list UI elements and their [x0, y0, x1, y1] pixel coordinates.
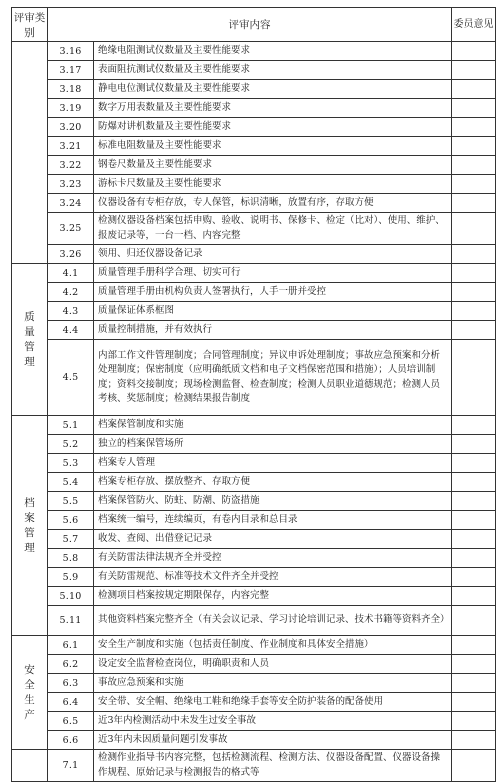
- review-sheet: [11, 7, 495, 782]
- item-number: 3.23: [48, 175, 94, 194]
- item-number: 5.1: [48, 416, 94, 435]
- item-number: 4.3: [48, 302, 94, 321]
- opinion-cell[interactable]: [452, 655, 496, 674]
- opinion-cell[interactable]: [452, 674, 496, 693]
- item-content: 近3年内未因质量问题引发事故: [94, 731, 452, 750]
- item-number: 5.4: [48, 473, 94, 492]
- item-content: 游标卡尺数量及主要性能要求: [94, 175, 452, 194]
- item-content: 其他资料档案完整齐全（有关会议记录、学习讨论培训记录、技术书籍等资料齐全）: [94, 606, 452, 636]
- table-row: [12, 712, 496, 731]
- table-row: [12, 549, 496, 568]
- header-content: 评审内容: [48, 8, 452, 42]
- item-content: 安全带、安全帽、绝缘电工鞋和绝缘手套等安全防护装备的配备使用: [94, 693, 452, 712]
- item-number: 6.4: [48, 693, 94, 712]
- opinion-cell[interactable]: [452, 435, 496, 454]
- item-content: 防爆对讲机数量及主要性能要求: [94, 118, 452, 137]
- item-number: 5.11: [48, 606, 94, 636]
- item-content: 质量控制措施，并有效执行: [94, 321, 452, 340]
- table-row: [12, 42, 496, 61]
- item-content: 内部工作文件管理制度；合同管理制度；异议申诉处理制度；事故应急预案和分析处理制度；保密制度（应明确纸质文档和电子文档保密范围和措施）；人员培训制度；资料交接制度；现场检测监督、检查制度；检测人员职业道德规范；检测人员考核、奖惩制度；检测结果报告制度: [94, 340, 452, 416]
- table-row: [12, 80, 496, 99]
- item-number: 6.3: [48, 674, 94, 693]
- opinion-cell[interactable]: [452, 175, 496, 194]
- opinion-cell[interactable]: [452, 194, 496, 213]
- opinion-cell[interactable]: [452, 693, 496, 712]
- table-row: [12, 302, 496, 321]
- item-content: 收发、查阅、出借登记记录: [94, 530, 452, 549]
- review-table: [11, 7, 496, 782]
- table-row: [12, 568, 496, 587]
- item-content: 领用、归还仪器设备记录: [94, 245, 452, 264]
- item-number: 4.2: [48, 283, 94, 302]
- table-row: [12, 194, 496, 213]
- table-row: [12, 750, 496, 782]
- table-row: [12, 99, 496, 118]
- table-row: [12, 731, 496, 750]
- item-number: 3.18: [48, 80, 94, 99]
- table-row: [12, 156, 496, 175]
- item-content: 检测项目档案按规定期限保存，内容完整: [94, 587, 452, 606]
- category-cell: [12, 416, 48, 636]
- item-number: 5.8: [48, 549, 94, 568]
- item-number: 7.1: [48, 750, 94, 782]
- opinion-cell[interactable]: [452, 283, 496, 302]
- item-number: 5.6: [48, 511, 94, 530]
- item-number: 3.26: [48, 245, 94, 264]
- item-content: 绝缘电阻测试仪数量及主要性能要求: [94, 42, 452, 61]
- item-content: 独立的档案保管场所: [94, 435, 452, 454]
- table-row: [12, 587, 496, 606]
- item-content: 标准电阻数量及主要性能要求: [94, 137, 452, 156]
- table-row: [12, 118, 496, 137]
- opinion-cell[interactable]: [452, 731, 496, 750]
- table-row: [12, 674, 496, 693]
- table-row: [12, 473, 496, 492]
- item-content: 检测仪器设备档案包括申购、验收、说明书、保修卡、检定（比对）、使用、维护、报废记录等，一台一档、内容完整: [94, 213, 452, 245]
- item-content: 静电电位测试仪数量及主要性能要求: [94, 80, 452, 99]
- opinion-cell[interactable]: [452, 137, 496, 156]
- table-row: [12, 264, 496, 283]
- opinion-cell[interactable]: [452, 530, 496, 549]
- table-row: [12, 416, 496, 435]
- category-label: 质量管理: [24, 310, 35, 368]
- category-cell: [12, 264, 48, 416]
- opinion-cell[interactable]: [452, 587, 496, 606]
- item-number: 3.21: [48, 137, 94, 156]
- table-row: [12, 530, 496, 549]
- item-content: 档案专人管理: [94, 454, 452, 473]
- table-row: [12, 137, 496, 156]
- item-number: 3.16: [48, 42, 94, 61]
- item-number: 3.25: [48, 213, 94, 245]
- category-cell: [12, 750, 48, 782]
- item-content: 表面阻抗测试仪数量及主要性能要求: [94, 61, 452, 80]
- opinion-cell[interactable]: [452, 712, 496, 731]
- table-row: [12, 511, 496, 530]
- header-row: [12, 8, 496, 42]
- item-content: 质量管理手册由机构负责人签署执行，人手一册并受控: [94, 283, 452, 302]
- opinion-cell[interactable]: [452, 568, 496, 587]
- table-row: [12, 693, 496, 712]
- item-number: 5.7: [48, 530, 94, 549]
- item-number: 5.9: [48, 568, 94, 587]
- opinion-cell[interactable]: [452, 61, 496, 80]
- opinion-cell[interactable]: [452, 511, 496, 530]
- table-body: [12, 42, 496, 782]
- opinion-cell[interactable]: [452, 750, 496, 782]
- opinion-cell[interactable]: [452, 80, 496, 99]
- table-row: [12, 606, 496, 636]
- item-number: 5.3: [48, 454, 94, 473]
- item-content: 档案专柜存放、摆放整齐、存取方便: [94, 473, 452, 492]
- header-opinion: 委员意见: [452, 8, 496, 42]
- item-content: 质量保证体系框图: [94, 302, 452, 321]
- opinion-cell[interactable]: [452, 156, 496, 175]
- opinion-cell[interactable]: [452, 549, 496, 568]
- table-row: [12, 175, 496, 194]
- opinion-cell[interactable]: [452, 473, 496, 492]
- item-content: 事故应急预案和实施: [94, 674, 452, 693]
- item-number: 4.5: [48, 340, 94, 416]
- item-number: 3.17: [48, 61, 94, 80]
- item-number: 4.4: [48, 321, 94, 340]
- item-content: 近3年内检测活动中未发生过安全事故: [94, 712, 452, 731]
- item-number: 6.6: [48, 731, 94, 750]
- item-content: 数字万用表数量及主要性能要求: [94, 99, 452, 118]
- item-number: 5.2: [48, 435, 94, 454]
- item-content: 设定安全监督检查岗位，明确职责和人员: [94, 655, 452, 674]
- table-row: [12, 340, 496, 416]
- category-cell: [12, 42, 48, 264]
- table-row: [12, 492, 496, 511]
- opinion-cell[interactable]: [452, 302, 496, 321]
- item-number: 5.10: [48, 587, 94, 606]
- item-number: 6.5: [48, 712, 94, 731]
- table-row: [12, 245, 496, 264]
- opinion-cell[interactable]: [452, 42, 496, 61]
- opinion-cell[interactable]: [452, 606, 496, 636]
- item-number: 6.2: [48, 655, 94, 674]
- table-row: [12, 636, 496, 655]
- header-category: 评审类别: [12, 8, 48, 42]
- item-number: 3.24: [48, 194, 94, 213]
- item-number: 3.19: [48, 99, 94, 118]
- item-number: 4.1: [48, 264, 94, 283]
- item-content: 档案保管防火、防蛀、防潮、防盗措施: [94, 492, 452, 511]
- opinion-cell[interactable]: [452, 245, 496, 264]
- opinion-cell[interactable]: [452, 340, 496, 416]
- item-content: 档案保管制度和实施: [94, 416, 452, 435]
- opinion-cell[interactable]: [452, 636, 496, 655]
- opinion-cell[interactable]: [452, 454, 496, 473]
- table-row: [12, 61, 496, 80]
- table-row: [12, 283, 496, 302]
- category-label: 档案管理: [24, 496, 35, 554]
- item-number: 5.5: [48, 492, 94, 511]
- opinion-cell[interactable]: [452, 264, 496, 283]
- item-content: 检测作业指导书内容完整，包括检测流程、检测方法、仪器设备配置、仪器设备操作规程、原始记录与检测报告的格式等: [94, 750, 452, 782]
- category-label: 安全生产: [24, 663, 35, 721]
- item-number: 3.22: [48, 156, 94, 175]
- item-content: 仪器设备有专柜存放，专人保管，标识清晰，放置有序，存取方便: [94, 194, 452, 213]
- table-row: [12, 321, 496, 340]
- item-number: 6.1: [48, 636, 94, 655]
- item-content: 安全生产制度和实施（包括责任制度、作业制度和具体安全措施）: [94, 636, 452, 655]
- opinion-cell[interactable]: [452, 99, 496, 118]
- item-number: 3.20: [48, 118, 94, 137]
- item-content: 有关防雷法律法规齐全并受控: [94, 549, 452, 568]
- table-row: [12, 655, 496, 674]
- opinion-cell[interactable]: [452, 321, 496, 340]
- category-cell: [12, 636, 48, 750]
- item-content: 钢卷尺数量及主要性能要求: [94, 156, 452, 175]
- item-content: 质量管理手册科学合理、切实可行: [94, 264, 452, 283]
- table-row: [12, 454, 496, 473]
- item-content: 有关防雷规范、标准等技术文件齐全并受控: [94, 568, 452, 587]
- table-row: [12, 435, 496, 454]
- table-row: [12, 213, 496, 245]
- opinion-cell[interactable]: [452, 492, 496, 511]
- opinion-cell[interactable]: [452, 213, 496, 245]
- opinion-cell[interactable]: [452, 118, 496, 137]
- opinion-cell[interactable]: [452, 416, 496, 435]
- item-content: 档案统一编号，连续编页，有卷内目录和总目录: [94, 511, 452, 530]
